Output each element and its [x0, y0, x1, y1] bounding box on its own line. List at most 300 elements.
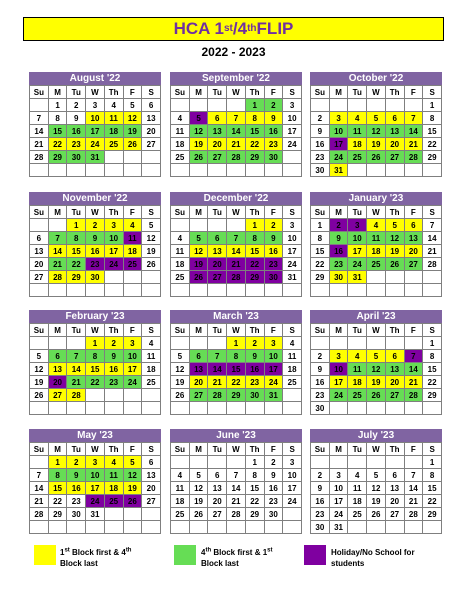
day-cell: 7: [30, 469, 49, 482]
day-cell: 23: [104, 376, 123, 389]
day-cell: 6: [404, 219, 423, 232]
day-cell: 27: [48, 389, 67, 402]
day-cell: [404, 456, 423, 469]
day-cell: 24: [283, 495, 302, 508]
week-row: [311, 350, 442, 363]
day-cell: [367, 521, 386, 534]
day-cell: [67, 164, 86, 177]
week-row: [311, 495, 442, 508]
day-cell: 12: [142, 232, 161, 245]
day-cell: 23: [245, 376, 264, 389]
day-cell: [208, 99, 227, 112]
day-cell: 14: [404, 125, 423, 138]
day-cell: 11: [123, 232, 142, 245]
day-cell: 5: [367, 112, 386, 125]
day-cell: 24: [329, 389, 348, 402]
day-cell: [142, 521, 161, 534]
day-cell: 31: [329, 521, 348, 534]
day-cell: 13: [142, 112, 161, 125]
week-row: [311, 99, 442, 112]
day-cell: 8: [423, 112, 442, 125]
day-cell: 16: [67, 482, 86, 495]
legend-green-a-sup: th: [205, 547, 212, 554]
day-cell: 20: [208, 138, 227, 151]
weekday-header: Su: [311, 86, 330, 99]
day-cell: [123, 389, 142, 402]
day-cell: 20: [385, 495, 404, 508]
day-cell: 5: [189, 112, 208, 125]
week-row: [311, 258, 442, 271]
day-cell: 28: [404, 508, 423, 521]
day-cell: [348, 164, 367, 177]
day-cell: [404, 284, 423, 297]
day-cell: 27: [208, 508, 227, 521]
day-cell: [86, 402, 105, 415]
week-row: [171, 363, 302, 376]
month-title: October '22: [310, 72, 442, 85]
day-cell: 15: [227, 363, 246, 376]
day-cell: 10: [329, 482, 348, 495]
day-cell: 21: [404, 138, 423, 151]
month-title: January '23: [310, 192, 442, 205]
day-cell: 17: [329, 376, 348, 389]
weekday-header: W: [227, 324, 246, 337]
day-cell: 6: [142, 99, 161, 112]
day-cell: 7: [208, 350, 227, 363]
weekday-header: Tu: [67, 206, 86, 219]
day-cell: 22: [423, 376, 442, 389]
day-cell: 28: [404, 151, 423, 164]
day-cell: 3: [86, 99, 105, 112]
day-cell: 12: [367, 363, 386, 376]
day-cell: 29: [245, 271, 264, 284]
day-cell: 8: [48, 469, 67, 482]
day-cell: 14: [30, 125, 49, 138]
legend-purple-swatch: [304, 545, 326, 565]
day-cell: 23: [264, 138, 283, 151]
day-cell: [348, 337, 367, 350]
day-cell: 8: [311, 232, 330, 245]
day-cell: 26: [189, 151, 208, 164]
day-cell: [86, 521, 105, 534]
day-cell: 28: [423, 258, 442, 271]
day-cell: 26: [142, 258, 161, 271]
day-cell: [142, 402, 161, 415]
day-cell: [385, 337, 404, 350]
day-cell: 17: [283, 482, 302, 495]
day-cell: [283, 389, 302, 402]
day-cell: 5: [189, 232, 208, 245]
day-cell: [104, 271, 123, 284]
month-calendar: [310, 72, 442, 177]
weekday-header: W: [227, 86, 246, 99]
day-cell: 30: [264, 508, 283, 521]
week-row: [30, 245, 161, 258]
day-cell: 5: [142, 219, 161, 232]
day-cell: [423, 271, 442, 284]
day-cell: 31: [348, 271, 367, 284]
day-cell: 23: [264, 495, 283, 508]
day-cell: 26: [189, 508, 208, 521]
day-cell: 27: [208, 151, 227, 164]
day-cell: 19: [142, 245, 161, 258]
weekday-header: S: [423, 443, 442, 456]
day-cell: 12: [367, 125, 386, 138]
day-cell: 1: [423, 99, 442, 112]
week-row: [30, 219, 161, 232]
day-cell: 4: [348, 350, 367, 363]
day-cell: 24: [264, 376, 283, 389]
day-cell: 26: [123, 138, 142, 151]
weekday-row: [30, 324, 161, 337]
day-cell: [348, 284, 367, 297]
day-cell: 17: [329, 138, 348, 151]
day-cell: [227, 521, 246, 534]
week-row: [311, 271, 442, 284]
day-cell: 7: [30, 112, 49, 125]
day-cell: 29: [67, 271, 86, 284]
weekday-header: Th: [245, 324, 264, 337]
day-cell: 5: [367, 469, 386, 482]
day-cell: 4: [283, 337, 302, 350]
day-cell: 24: [104, 258, 123, 271]
day-cell: 16: [311, 495, 330, 508]
day-cell: 30: [311, 402, 330, 415]
day-cell: [423, 402, 442, 415]
day-cell: 30: [67, 508, 86, 521]
weekday-header: W: [86, 324, 105, 337]
weekday-header: Th: [385, 443, 404, 456]
day-cell: 8: [423, 350, 442, 363]
week-row: [30, 337, 161, 350]
day-cell: 20: [189, 376, 208, 389]
day-cell: 7: [404, 112, 423, 125]
weekday-header: Tu: [208, 443, 227, 456]
week-row: [171, 350, 302, 363]
month-table: [170, 205, 302, 297]
day-cell: 30: [264, 271, 283, 284]
day-cell: 16: [329, 245, 348, 258]
day-cell: [171, 521, 190, 534]
day-cell: 13: [385, 363, 404, 376]
day-cell: 18: [348, 495, 367, 508]
week-row: [311, 469, 442, 482]
legend-purple-text: [331, 547, 451, 569]
day-cell: 3: [283, 99, 302, 112]
day-cell: 13: [48, 363, 67, 376]
week-row: [171, 456, 302, 469]
day-cell: [30, 284, 49, 297]
day-cell: 3: [86, 456, 105, 469]
legend-yellow-b: Block first & 4: [69, 548, 126, 557]
day-cell: 27: [30, 271, 49, 284]
day-cell: 1: [311, 219, 330, 232]
day-cell: 21: [30, 495, 49, 508]
day-cell: 29: [48, 151, 67, 164]
weekday-header: F: [404, 324, 423, 337]
day-cell: [227, 284, 246, 297]
weekday-header: Th: [245, 443, 264, 456]
legend-green-b-sup: st: [267, 547, 273, 554]
day-cell: 28: [227, 271, 246, 284]
day-cell: [423, 284, 442, 297]
weekday-header: Tu: [208, 324, 227, 337]
weekday-header: Su: [171, 206, 190, 219]
day-cell: 11: [367, 232, 386, 245]
day-cell: [208, 402, 227, 415]
day-cell: 17: [86, 482, 105, 495]
legend-yellow-c: Block last: [60, 559, 98, 568]
weekday-header: Th: [385, 324, 404, 337]
legend-purple-line2: students: [331, 559, 365, 568]
day-cell: 10: [329, 125, 348, 138]
day-cell: 22: [423, 495, 442, 508]
weekday-header: Su: [30, 206, 49, 219]
day-cell: 22: [245, 258, 264, 271]
day-cell: 23: [311, 508, 330, 521]
day-cell: 2: [311, 469, 330, 482]
day-cell: 29: [311, 271, 330, 284]
weekday-row: [311, 443, 442, 456]
day-cell: [171, 402, 190, 415]
day-cell: [367, 456, 386, 469]
day-cell: 19: [367, 376, 386, 389]
day-cell: [283, 521, 302, 534]
day-cell: 12: [367, 482, 386, 495]
weekday-header: Th: [385, 206, 404, 219]
day-cell: 4: [348, 112, 367, 125]
weekday-row: [311, 206, 442, 219]
day-cell: [123, 402, 142, 415]
day-cell: [404, 337, 423, 350]
day-cell: [86, 164, 105, 177]
day-cell: [142, 151, 161, 164]
day-cell: 4: [123, 219, 142, 232]
weekday-header: S: [142, 443, 161, 456]
day-cell: 22: [67, 258, 86, 271]
day-cell: [67, 402, 86, 415]
week-row: [171, 521, 302, 534]
day-cell: 21: [404, 376, 423, 389]
day-cell: 21: [227, 495, 246, 508]
day-cell: 15: [67, 245, 86, 258]
day-cell: 2: [86, 219, 105, 232]
day-cell: 29: [227, 389, 246, 402]
day-cell: [123, 508, 142, 521]
day-cell: [264, 402, 283, 415]
day-cell: 30: [264, 151, 283, 164]
weekday-header: F: [123, 324, 142, 337]
page-title: HCA 1 st /4 th FLIP: [23, 17, 444, 41]
day-cell: [227, 456, 246, 469]
day-cell: [30, 521, 49, 534]
week-row: [171, 258, 302, 271]
weekday-header: S: [283, 324, 302, 337]
day-cell: 30: [311, 521, 330, 534]
day-cell: [30, 164, 49, 177]
day-cell: 10: [123, 350, 142, 363]
weekday-header: S: [283, 206, 302, 219]
weekday-header: Su: [30, 324, 49, 337]
day-cell: 10: [283, 112, 302, 125]
month-title: August '22: [29, 72, 161, 85]
week-row: [311, 376, 442, 389]
day-cell: 25: [104, 138, 123, 151]
day-cell: 18: [367, 245, 386, 258]
weekday-header: Su: [171, 86, 190, 99]
day-cell: 10: [329, 363, 348, 376]
week-row: [30, 151, 161, 164]
week-row: [171, 508, 302, 521]
legend-green-swatch: [174, 545, 196, 565]
day-cell: 28: [30, 508, 49, 521]
weekday-row: [30, 443, 161, 456]
day-cell: [171, 99, 190, 112]
weekday-header: W: [367, 206, 386, 219]
day-cell: 5: [171, 350, 190, 363]
day-cell: 7: [404, 469, 423, 482]
day-cell: 22: [311, 258, 330, 271]
week-row: [30, 456, 161, 469]
month-table: [310, 442, 442, 534]
weekday-header: Su: [311, 443, 330, 456]
day-cell: 20: [30, 258, 49, 271]
day-cell: 21: [227, 258, 246, 271]
day-cell: 24: [86, 495, 105, 508]
day-cell: 6: [48, 350, 67, 363]
day-cell: 10: [86, 112, 105, 125]
weekday-header: F: [404, 443, 423, 456]
day-cell: 5: [123, 456, 142, 469]
day-cell: 29: [245, 151, 264, 164]
day-cell: [367, 284, 386, 297]
weekday-header: M: [48, 206, 67, 219]
weekday-header: Tu: [348, 443, 367, 456]
day-cell: 16: [264, 482, 283, 495]
day-cell: 18: [142, 363, 161, 376]
day-cell: 18: [104, 125, 123, 138]
weekday-row: [171, 324, 302, 337]
day-cell: 7: [67, 350, 86, 363]
day-cell: 2: [311, 350, 330, 363]
month-calendar: [310, 192, 442, 297]
day-cell: [385, 271, 404, 284]
day-cell: 19: [123, 482, 142, 495]
day-cell: [30, 99, 49, 112]
day-cell: 16: [264, 125, 283, 138]
day-cell: 26: [123, 495, 142, 508]
day-cell: [385, 284, 404, 297]
day-cell: [189, 284, 208, 297]
day-cell: [189, 402, 208, 415]
day-cell: 20: [385, 138, 404, 151]
week-row: [311, 482, 442, 495]
day-cell: 3: [329, 112, 348, 125]
day-cell: 16: [311, 376, 330, 389]
day-cell: 10: [264, 350, 283, 363]
weekday-row: [171, 86, 302, 99]
weekday-header: F: [264, 324, 283, 337]
day-cell: 3: [329, 469, 348, 482]
day-cell: 23: [86, 258, 105, 271]
day-cell: 17: [104, 245, 123, 258]
day-cell: [348, 99, 367, 112]
day-cell: [86, 284, 105, 297]
week-row: [311, 125, 442, 138]
day-cell: 27: [385, 151, 404, 164]
day-cell: 28: [227, 508, 246, 521]
day-cell: 19: [171, 376, 190, 389]
week-row: [311, 456, 442, 469]
weekday-header: Tu: [208, 206, 227, 219]
day-cell: 14: [227, 482, 246, 495]
day-cell: [86, 389, 105, 402]
week-row: [171, 495, 302, 508]
day-cell: 2: [264, 219, 283, 232]
month-calendar: [310, 310, 442, 415]
day-cell: 9: [311, 482, 330, 495]
day-cell: 18: [104, 482, 123, 495]
day-cell: [227, 99, 246, 112]
weekday-row: [30, 206, 161, 219]
day-cell: [48, 219, 67, 232]
day-cell: 11: [104, 469, 123, 482]
day-cell: [227, 164, 246, 177]
week-row: [30, 258, 161, 271]
weekday-row: [171, 443, 302, 456]
weekday-header: Tu: [208, 86, 227, 99]
day-cell: 26: [367, 389, 386, 402]
day-cell: 21: [67, 376, 86, 389]
day-cell: 1: [227, 337, 246, 350]
day-cell: 27: [385, 389, 404, 402]
day-cell: [142, 271, 161, 284]
week-row: [30, 284, 161, 297]
weekday-header: Th: [245, 206, 264, 219]
week-row: [171, 271, 302, 284]
day-cell: 23: [329, 258, 348, 271]
day-cell: 15: [245, 125, 264, 138]
weekday-header: Th: [104, 206, 123, 219]
weekday-header: M: [189, 86, 208, 99]
day-cell: 13: [208, 245, 227, 258]
weekday-header: F: [404, 86, 423, 99]
weekday-header: M: [48, 443, 67, 456]
day-cell: 24: [348, 258, 367, 271]
school-year: 2022 - 2023: [201, 45, 266, 59]
day-cell: [123, 151, 142, 164]
weekday-row: [311, 86, 442, 99]
weekday-header: F: [123, 86, 142, 99]
day-cell: 4: [367, 219, 386, 232]
day-cell: [227, 402, 246, 415]
day-cell: 8: [245, 232, 264, 245]
legend-green-b: Block first & 1: [211, 548, 268, 557]
day-cell: [245, 164, 264, 177]
month-calendar: [29, 192, 161, 297]
legend-purple-line1: Holiday/No School for: [331, 548, 415, 557]
day-cell: [30, 219, 49, 232]
weekday-header: S: [423, 206, 442, 219]
week-row: [171, 337, 302, 350]
day-cell: 17: [348, 245, 367, 258]
day-cell: 8: [227, 350, 246, 363]
day-cell: 9: [329, 232, 348, 245]
weekday-header: F: [404, 206, 423, 219]
day-cell: 1: [245, 219, 264, 232]
day-cell: 1: [67, 219, 86, 232]
day-cell: 9: [264, 232, 283, 245]
